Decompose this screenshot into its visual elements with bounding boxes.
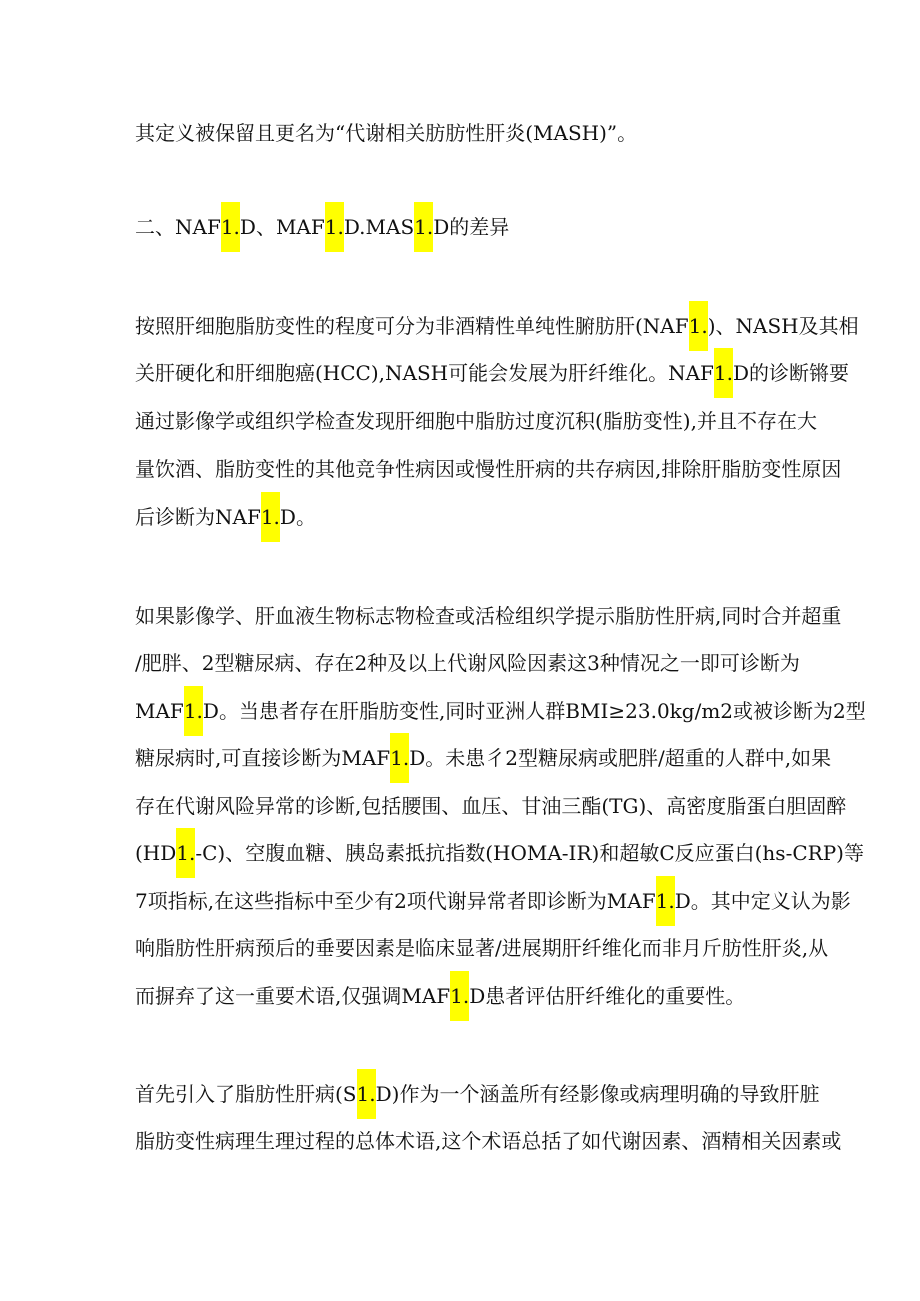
text-run: 响脂肪性肝病预后的垂要因素是临床显著/进展期肝纤维化而非月斤肪性肝炎,从	[135, 936, 829, 960]
highlighted-text: 1.	[184, 686, 203, 736]
highlighted-text: 1.	[261, 492, 280, 542]
text-run: D、MAF	[239, 215, 325, 239]
text-line	[135, 356, 849, 390]
text-run: 糖尿病时,可直接诊断为MAF	[135, 746, 391, 770]
highlighted-text: 1.	[689, 301, 708, 351]
text-run: 按照肝细胞脂肪变性的程度可分为非酒精性单纯性腑肪肝(NAF	[135, 314, 689, 338]
highlighted-text: 1.	[357, 1069, 376, 1119]
text-run: )、NASH及其相	[707, 314, 859, 338]
text-run: 通过影像学或组织学检查发现肝细胞中脂肪过度沉积(脂肪变性),并且不存在大	[135, 409, 817, 433]
text-run: D。其中定义认为影	[674, 889, 851, 913]
text-run: D.MAS	[343, 215, 415, 239]
text-run: 其定义被保留且更名为“代谢相关肪肪性肝炎(MASH)”。	[135, 121, 638, 145]
text-line	[135, 599, 841, 633]
section-heading	[135, 210, 509, 244]
highlighted-text: 1.	[714, 348, 733, 398]
text-run: D患者评估肝纤维化的重要性。	[469, 984, 746, 1008]
text-line	[135, 404, 817, 438]
highlighted-text: 1.	[325, 202, 344, 252]
text-line	[135, 884, 851, 918]
text-line	[135, 646, 800, 680]
highlighted-text: 1.	[450, 971, 469, 1021]
text-run: 存在代谢风险异常的诊断,包括腰围、血压、甘油三酯(TG)、高密度脂蛋白胆固醉	[135, 794, 847, 818]
text-run: D的诊断锵要	[733, 361, 850, 385]
text-run: -C)、空腹血糖、胰岛素抵抗指数(HOMA-IR)和超敏C反应蛋白(hs-CRP)等	[195, 841, 864, 865]
highlighted-text: 1.	[176, 828, 195, 878]
text-run: 首先引入了脂肪性肝病(S	[135, 1082, 357, 1106]
text-line	[135, 741, 831, 775]
highlighted-text: 1.	[656, 876, 675, 926]
text-run: 而摒弃了这一重要术语,仅强调MAF	[135, 984, 451, 1008]
text-line	[135, 1124, 841, 1158]
text-run: D的差异	[433, 215, 510, 239]
text-run: 后诊断为NAF	[135, 505, 261, 529]
text-run: D。未患彳2型糖尿病或肥胖/超重的人群中,如果	[409, 746, 832, 770]
text-run: 二、NAF	[135, 215, 221, 239]
text-line	[135, 500, 316, 534]
highlighted-text: 1.	[414, 202, 433, 252]
text-line	[135, 789, 846, 823]
text-run: 7项指标,在这些指标中至少有2项代谢异常者即诊断为MAF	[135, 889, 656, 913]
text-run: MAF	[135, 699, 184, 723]
text-run: /肥胖、2型糖尿病、存在2种及以上代谢风险因素这3种情况之一即可诊断为	[135, 651, 800, 675]
text-line	[135, 836, 864, 870]
text-run: 如果影像学、肝血液生物标志物检查或活检组织学提示脂肪性肝病,同时合并超重	[135, 604, 842, 628]
text-run: 关肝硬化和肝细胞癌(HCC),NASH可能会发展为肝纤维化。NAF	[135, 361, 714, 385]
text-run: 量饮酒、脂肪变性的其他竞争性病因或慢性肝病的共存病因,排除肝脂肪变性原因	[135, 457, 842, 481]
paragraph-mash-definition	[135, 116, 637, 150]
text-run: D。当患者存在肝脂肪变性,同时亚洲人群BMI≥23.0kg/m2或被诊断为2型	[202, 699, 866, 723]
highlighted-text: 1.	[221, 202, 240, 252]
text-line	[135, 452, 841, 486]
text-run: 脂肪变性病理生理过程的总体术语,这个术语总括了如代谢因素、酒精相关因素或	[135, 1129, 842, 1153]
text-run: D)作为一个涵盖所有经影像或病理明确的导致肝脏	[375, 1082, 820, 1106]
text-line	[135, 979, 745, 1013]
text-line	[135, 309, 859, 343]
text-line	[135, 931, 828, 965]
text-line	[135, 1077, 819, 1111]
highlighted-text: 1.	[390, 733, 409, 783]
text-run: D。	[279, 505, 316, 529]
text-line	[135, 694, 866, 728]
text-run: (HD	[135, 841, 177, 865]
